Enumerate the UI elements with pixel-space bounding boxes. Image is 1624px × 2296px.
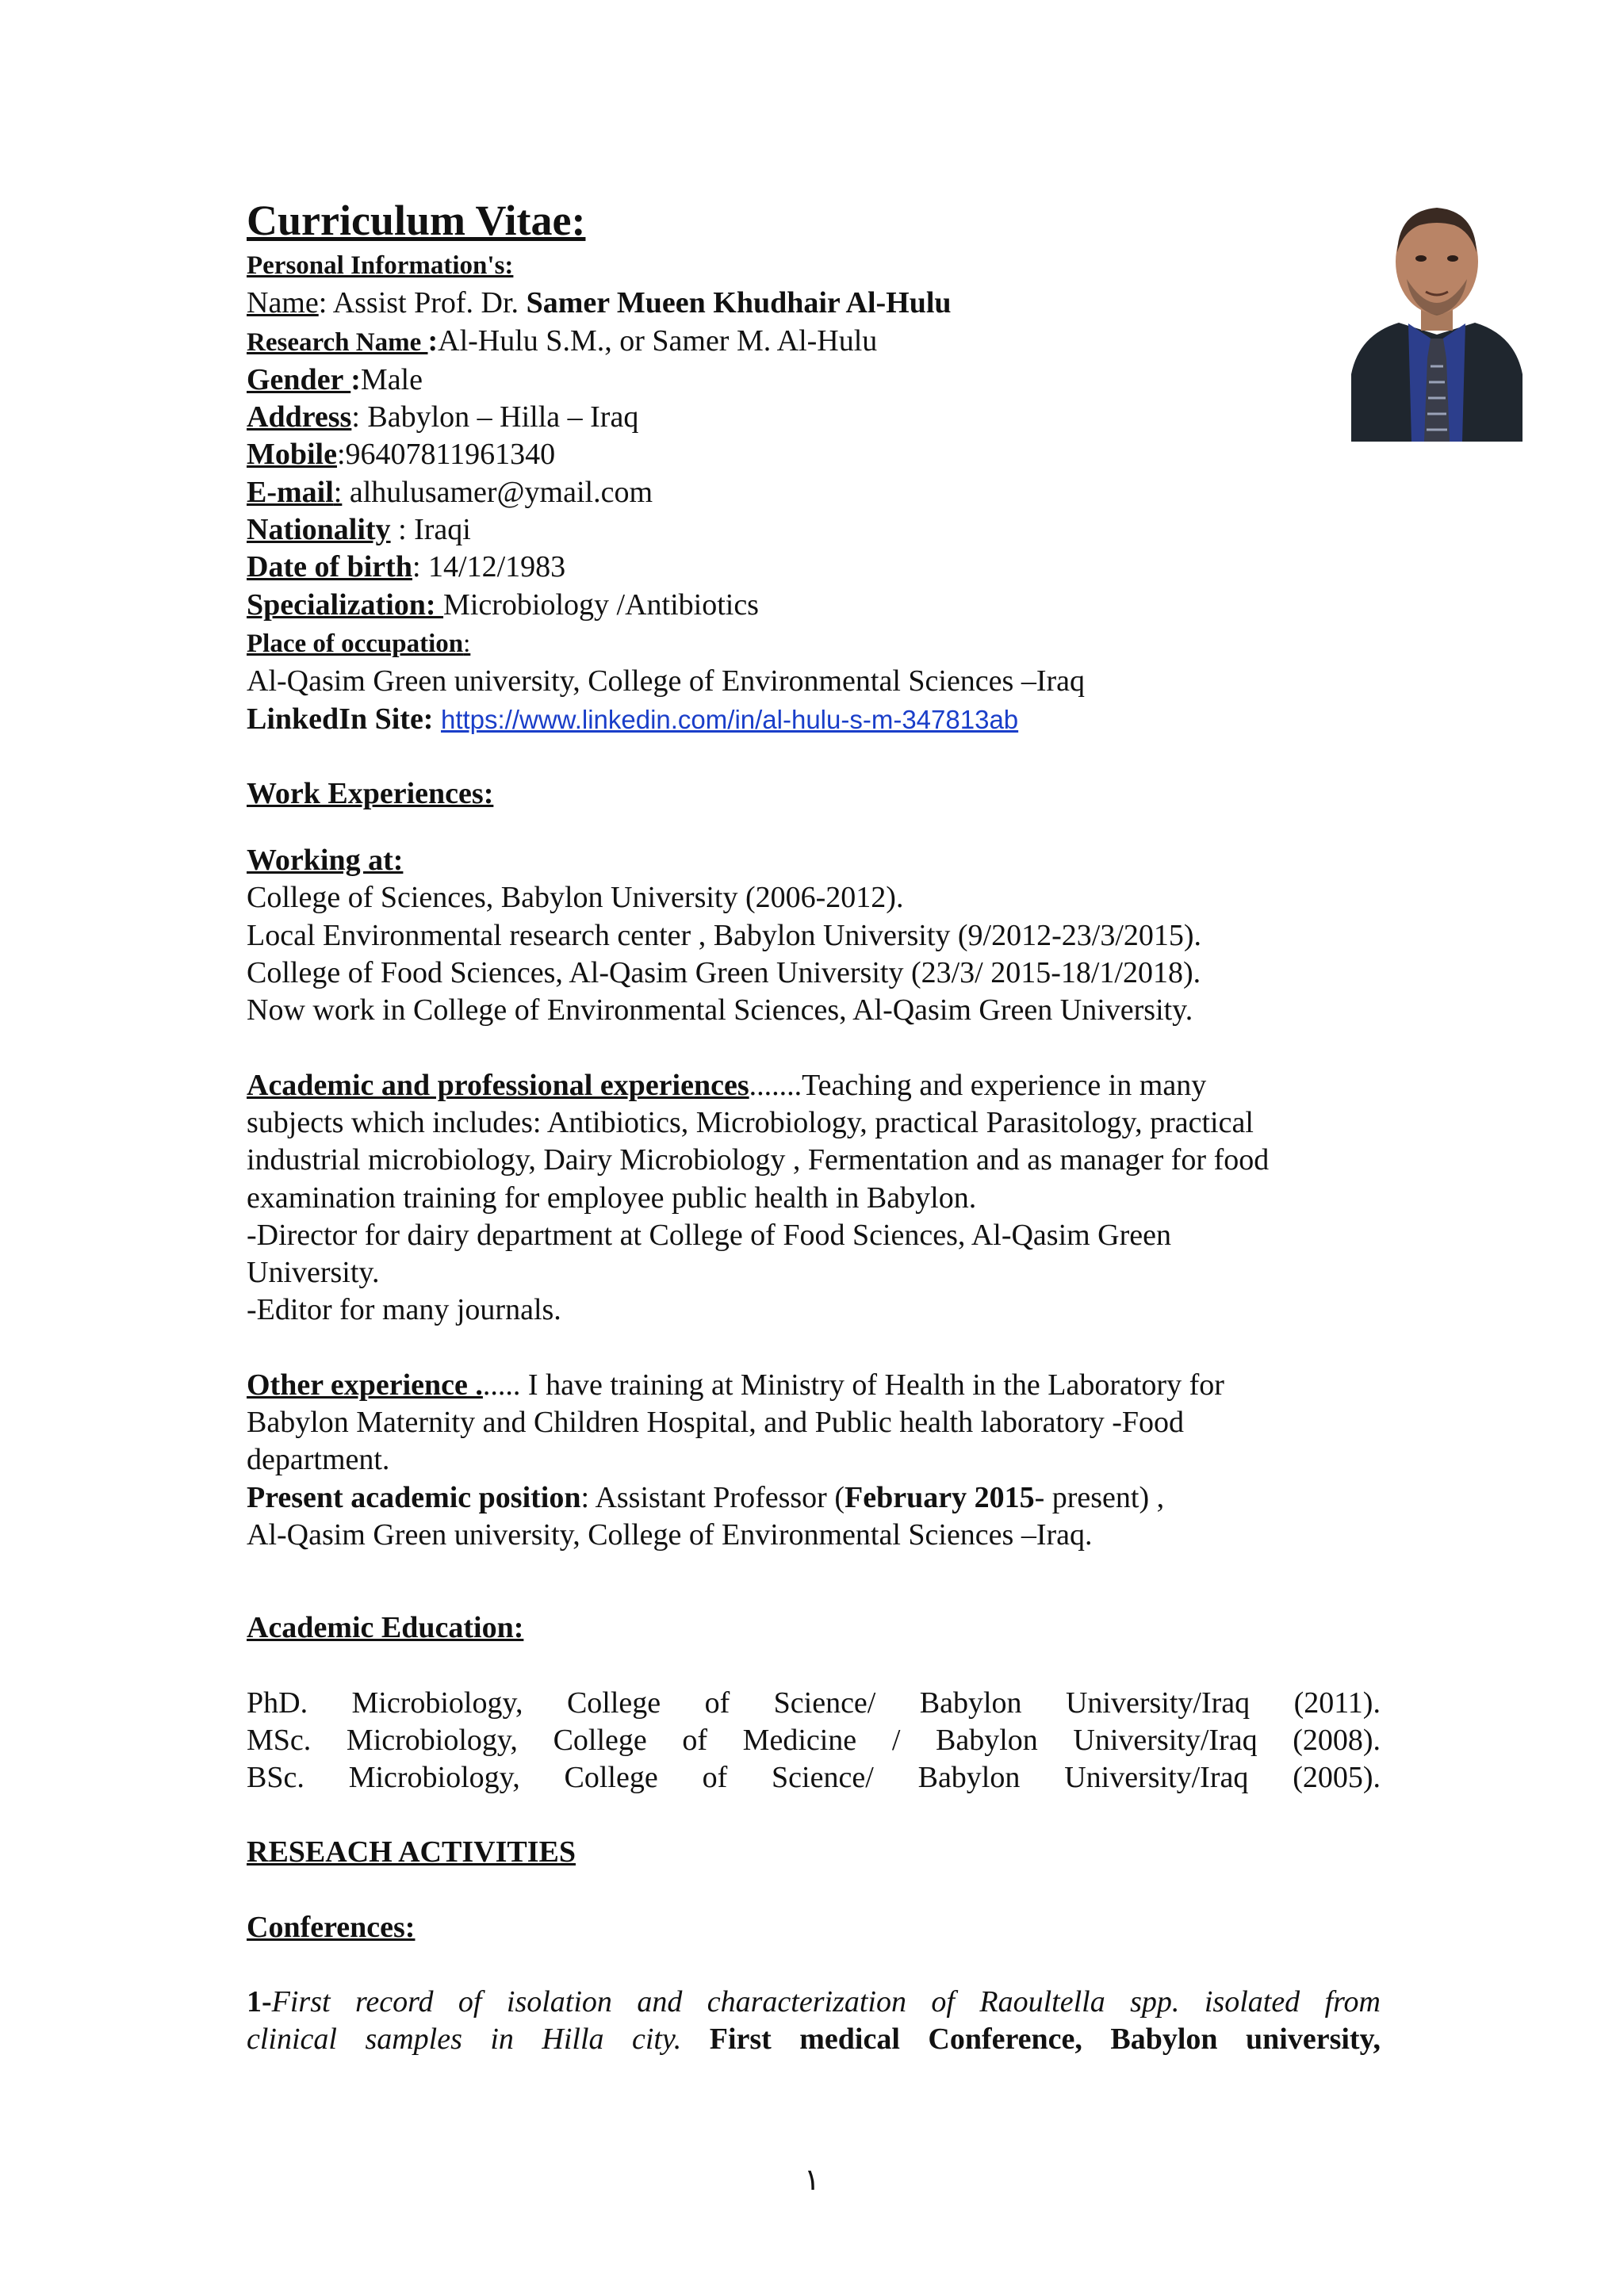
gender-label: Gender <box>247 362 351 396</box>
edu-cell: (2008). <box>1293 1723 1381 1757</box>
dob-label: Date of birth <box>247 550 412 584</box>
edu-cell: PhD. <box>247 1686 308 1720</box>
academic-prof-line: subjects which includes: Antibiotics, Microbiology, practical Parasitology, practical <box>247 1105 1254 1139</box>
edu-cell: Science/ <box>772 1761 874 1795</box>
education-heading: Academic Education: <box>247 1611 524 1645</box>
work-line: Now work in College of Environmental Sciences, Al-Qasim Green University. <box>247 993 1193 1027</box>
edu-cell: College <box>553 1723 647 1757</box>
education-row-phd <box>247 1685 1381 1722</box>
linkedin-line <box>247 701 1381 738</box>
specialization-line <box>247 587 1381 624</box>
present-position-date: February 2015 <box>844 1480 1035 1514</box>
email-value: alhulusamer@ymail.com <box>342 475 653 509</box>
gender-value: Male <box>360 362 423 396</box>
other-exp-label: Other experience . <box>247 1368 483 1402</box>
edu-cell: (2011). <box>1293 1686 1381 1720</box>
edu-cell: Medicine <box>742 1723 857 1757</box>
academic-prof-line: -Director for dairy department at College of Food Sciences, Al-Qasim Green <box>247 1218 1172 1252</box>
other-exp-line: department. <box>247 1443 390 1477</box>
email-line <box>247 474 1381 511</box>
place-line <box>247 624 1381 663</box>
edu-cell: Babylon <box>919 1686 1022 1720</box>
work-heading: Work Experiences: <box>247 776 494 810</box>
name-label: Name <box>247 286 319 320</box>
edu-cell: of <box>704 1686 730 1720</box>
other-exp-text: ..... I have training at Ministry of Health in the Laboratory for <box>482 1368 1224 1402</box>
name-value: Samer Mueen Khudhair Al-Hulu <box>526 286 952 320</box>
conference-item-1-line1 <box>247 1984 1381 2021</box>
place-value: Al-Qasim Green university, College of Environmental Sciences –Iraq <box>247 664 1086 698</box>
research-heading: RESEACH ACTIVITIES <box>247 1835 576 1869</box>
cv-title: Curriculum Vitae: <box>247 197 586 244</box>
work-line: College of Sciences, Babylon University (2006-2012). <box>247 881 904 915</box>
address-value: : Babylon – Hilla – Iraq <box>351 400 639 434</box>
other-exp-line: Babylon Maternity and Children Hospital, and Public health laboratory -Food <box>247 1406 1185 1440</box>
present-position-a: : Assistant Professor ( <box>580 1480 845 1514</box>
edu-cell: Babylon <box>917 1761 1021 1795</box>
mobile-line <box>247 436 1381 473</box>
academic-prof-line: University. <box>247 1256 380 1290</box>
nationality-value: : Iraqi <box>390 513 471 547</box>
academic-prof-line: -Editor for many journals. <box>247 1293 561 1327</box>
name-sep: : Assist Prof. Dr. <box>318 286 527 320</box>
dob-line <box>247 549 1381 586</box>
research-name-line <box>247 323 1381 362</box>
academic-prof-text: .......Teaching and experience in many <box>749 1068 1207 1102</box>
edu-cell: Microbiology, <box>346 1723 518 1757</box>
conference-venue: First medical Conference, Babylon university, <box>681 2022 1381 2057</box>
specialization-value: Microbiology /Antibiotics <box>443 587 759 622</box>
gender-sep: : <box>350 362 361 396</box>
other-exp-line <box>247 1367 1381 1404</box>
present-position-line <box>247 1479 1381 1517</box>
academic-prof-label: Academic and professional experiences <box>247 1068 749 1102</box>
edu-cell: University/Iraq <box>1065 1686 1251 1720</box>
edu-cell: University/Iraq <box>1073 1723 1258 1757</box>
name-line <box>247 285 1381 322</box>
work-line: College of Food Sciences, Al-Qasim Green University (23/3/ 2015-18/1/2018). <box>247 956 1201 990</box>
address-line <box>247 399 1381 436</box>
research-name-sep: : <box>427 323 439 358</box>
dob-value: : 14/12/1983 <box>412 550 566 584</box>
edu-cell: (2005). <box>1293 1761 1381 1795</box>
edu-cell: BSc. <box>247 1761 304 1795</box>
education-row-msc <box>247 1722 1381 1759</box>
personal-info-heading: Personal Information's: <box>247 251 514 280</box>
edu-cell: Babylon <box>936 1723 1038 1757</box>
linkedin-label: LinkedIn Site: <box>247 702 434 736</box>
linkedin-link[interactable]: https://www.linkedin.com/in/al-hulu-s-m-347813ab <box>440 704 1019 734</box>
working-at-label: Working at: <box>247 844 404 878</box>
work-line: Local Environmental research center , Babylon University (9/2012-23/3/2015). <box>247 918 1202 952</box>
conference-number: 1- <box>247 1984 272 2019</box>
edu-cell: Science/ <box>773 1686 876 1720</box>
gender-line <box>247 362 1381 399</box>
nationality-line <box>247 511 1381 549</box>
academic-prof-line: examination training for employee public health in Babylon. <box>247 1181 977 1215</box>
edu-cell: Microbiology, <box>351 1686 523 1720</box>
page-number: ١ <box>803 2164 821 2197</box>
edu-cell: / <box>891 1723 901 1757</box>
edu-cell: University/Iraq <box>1064 1761 1249 1795</box>
academic-prof-line <box>247 1067 1381 1104</box>
place-sep: : <box>463 629 471 658</box>
edu-cell: of <box>702 1761 728 1795</box>
edu-cell: College <box>564 1761 658 1795</box>
present-position-label: Present academic position <box>247 1480 581 1514</box>
research-name-value: Al-Hulu S.M., or Samer M. Al-Hulu <box>438 323 878 358</box>
nationality-label: Nationality <box>247 513 391 547</box>
mobile-value: :96407811961340 <box>336 438 556 472</box>
conference-title-part2: clinical samples in Hilla city. <box>247 2022 682 2057</box>
research-name-label: Research Name <box>247 327 428 357</box>
specialization-label: Specialization: <box>247 587 444 622</box>
education-row-bsc <box>247 1759 1381 1797</box>
edu-cell: College <box>566 1686 661 1720</box>
academic-prof-line: industrial microbiology, Dairy Microbiology , Fermentation and as manager for food <box>247 1143 1270 1177</box>
cv-content <box>247 195 1381 2059</box>
edu-cell: MSc. <box>247 1723 312 1757</box>
conference-item-1-line2 <box>247 2021 1381 2058</box>
present-position-place: Al-Qasim Green university, College of Environmental Sciences –Iraq. <box>247 1517 1093 1552</box>
present-position-c: - present) , <box>1034 1480 1165 1514</box>
address-label: Address <box>247 400 352 434</box>
place-label: Place of occupation <box>247 629 464 658</box>
mobile-label: Mobile <box>247 438 337 472</box>
email-label: E-mail <box>247 475 334 509</box>
email-sep: : <box>333 475 343 509</box>
edu-cell: of <box>682 1723 708 1757</box>
edu-cell: Microbiology, <box>348 1761 520 1795</box>
conference-title-part1: First record of isolation and characterization of Raoultella spp. isolated from <box>271 1984 1381 2019</box>
conferences-heading: Conferences: <box>247 1910 416 1944</box>
